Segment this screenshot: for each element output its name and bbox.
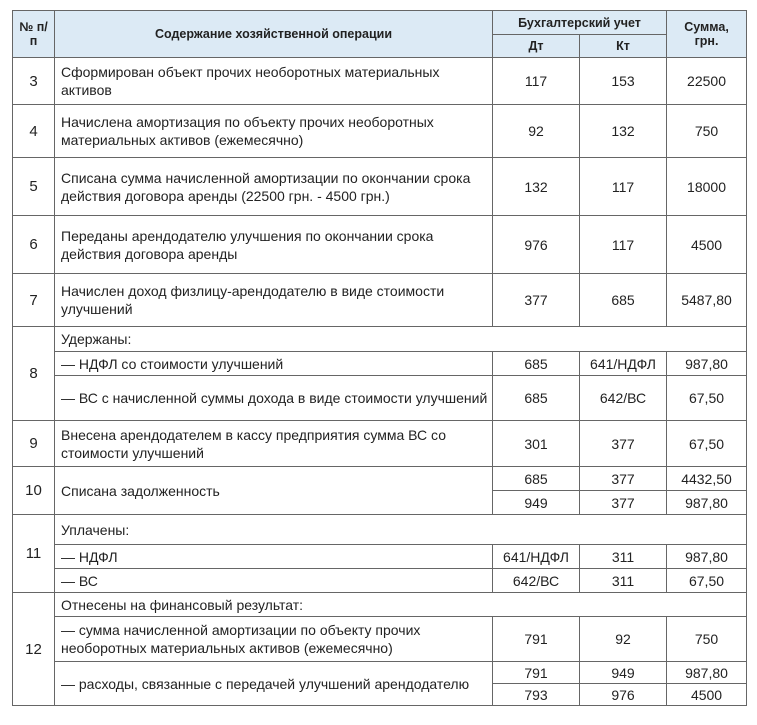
row-sum: 987,80 (667, 662, 747, 684)
row-text: — НДФЛ со стоимости улучшений (55, 352, 493, 376)
row-dt: 949 (493, 491, 580, 515)
row-sum: 18000 (667, 158, 747, 216)
header-kt: Кт (580, 35, 667, 58)
row-text: — ВС (55, 569, 493, 593)
row-dt: 685 (493, 467, 580, 491)
table-row (13, 593, 747, 617)
row-number: 10 (13, 467, 55, 515)
row-group-heading: Удержаны: (55, 327, 747, 352)
table-row (13, 58, 747, 105)
row-kt: 949 (580, 662, 667, 684)
row-text: Внесена арендодателем в кассу предприятия сумма ВС со стоимости улучшений (55, 421, 493, 467)
row-kt: 117 (580, 216, 667, 274)
row-sum: 4432,50 (667, 467, 747, 491)
row-text: — расходы, связанные с передачей улучшений арендодателю (55, 662, 493, 706)
row-sum: 4500 (667, 684, 747, 706)
row-dt: 301 (493, 421, 580, 467)
row-sum: 4500 (667, 216, 747, 274)
row-dt: 642/ВС (493, 569, 580, 593)
table-row (13, 105, 747, 158)
table-row (13, 274, 747, 327)
row-dt: 791 (493, 617, 580, 662)
row-kt: 132 (580, 105, 667, 158)
row-dt: 92 (493, 105, 580, 158)
row-number: 5 (13, 158, 55, 216)
row-dt: 685 (493, 352, 580, 376)
row-sum: 67,50 (667, 569, 747, 593)
table-row (13, 467, 747, 491)
header-content: Содержание хозяйственной операции (55, 11, 493, 58)
row-kt: 641/НДФЛ (580, 352, 667, 376)
table-row (13, 569, 747, 593)
row-text: Начислен доход физлицу-арендодателю в виде стоимости улучшений (55, 274, 493, 327)
row-sum: 22500 (667, 58, 747, 105)
header-sum: Сумма, грн. (667, 11, 747, 58)
row-sum: 987,80 (667, 352, 747, 376)
row-kt: 311 (580, 545, 667, 569)
row-group-heading: Уплачены: (55, 515, 747, 545)
row-text: — сумма начисленной амортизации по объекту прочих необоротных материальных активов (ежемесячно) (55, 617, 493, 662)
row-number: 7 (13, 274, 55, 327)
row-dt: 791 (493, 662, 580, 684)
row-text: Начислена амортизация по объекту прочих необоротных материальных активов (ежемесячно) (55, 105, 493, 158)
header-num: № п/п (13, 11, 55, 58)
table-row (13, 352, 747, 376)
row-kt: 92 (580, 617, 667, 662)
table-row (13, 617, 747, 662)
row-kt: 976 (580, 684, 667, 706)
row-sum: 987,80 (667, 491, 747, 515)
row-dt: 117 (493, 58, 580, 105)
row-sum: 67,50 (667, 421, 747, 467)
row-number: 4 (13, 105, 55, 158)
row-sum: 987,80 (667, 545, 747, 569)
header-dt: Дт (493, 35, 580, 58)
row-text: Списана сумма начисленной амортизации по окончании срока действия договора аренды (22500 грн. - 4500 грн.) (55, 158, 493, 216)
table-row (13, 662, 747, 684)
row-kt: 153 (580, 58, 667, 105)
row-text: Списана задолженность (55, 467, 493, 515)
table-row (13, 376, 747, 421)
accounting-table (12, 10, 747, 706)
row-kt: 311 (580, 569, 667, 593)
row-kt: 642/ВС (580, 376, 667, 421)
row-dt: 377 (493, 274, 580, 327)
table-row (13, 421, 747, 467)
row-dt: 685 (493, 376, 580, 421)
row-kt: 377 (580, 421, 667, 467)
row-kt: 117 (580, 158, 667, 216)
row-number: 3 (13, 58, 55, 105)
row-dt: 976 (493, 216, 580, 274)
row-kt: 377 (580, 467, 667, 491)
table-row (13, 545, 747, 569)
row-text: Сформирован объект прочих необоротных материальных активов (55, 58, 493, 105)
row-text: — НДФЛ (55, 545, 493, 569)
row-dt: 793 (493, 684, 580, 706)
row-kt: 377 (580, 491, 667, 515)
table-row (13, 158, 747, 216)
row-sum: 750 (667, 105, 747, 158)
row-text: Переданы арендодателю улучшения по окончании срока действия договора аренды (55, 216, 493, 274)
row-number: 11 (13, 515, 55, 593)
table-row (13, 327, 747, 352)
row-kt: 685 (580, 274, 667, 327)
row-sum: 750 (667, 617, 747, 662)
row-group-heading: Отнесены на финансовый результат: (55, 593, 747, 617)
row-dt: 132 (493, 158, 580, 216)
row-sum: 67,50 (667, 376, 747, 421)
header-accounting: Бухгалтерский учет (493, 11, 667, 35)
table-row (13, 515, 747, 545)
row-sum: 5487,80 (667, 274, 747, 327)
row-text: — ВС с начисленной суммы дохода в виде стоимости улучшений (55, 376, 493, 421)
table-row (13, 216, 747, 274)
row-number: 12 (13, 593, 55, 706)
row-dt: 641/НДФЛ (493, 545, 580, 569)
row-number: 6 (13, 216, 55, 274)
row-number: 8 (13, 327, 55, 421)
row-number: 9 (13, 421, 55, 467)
